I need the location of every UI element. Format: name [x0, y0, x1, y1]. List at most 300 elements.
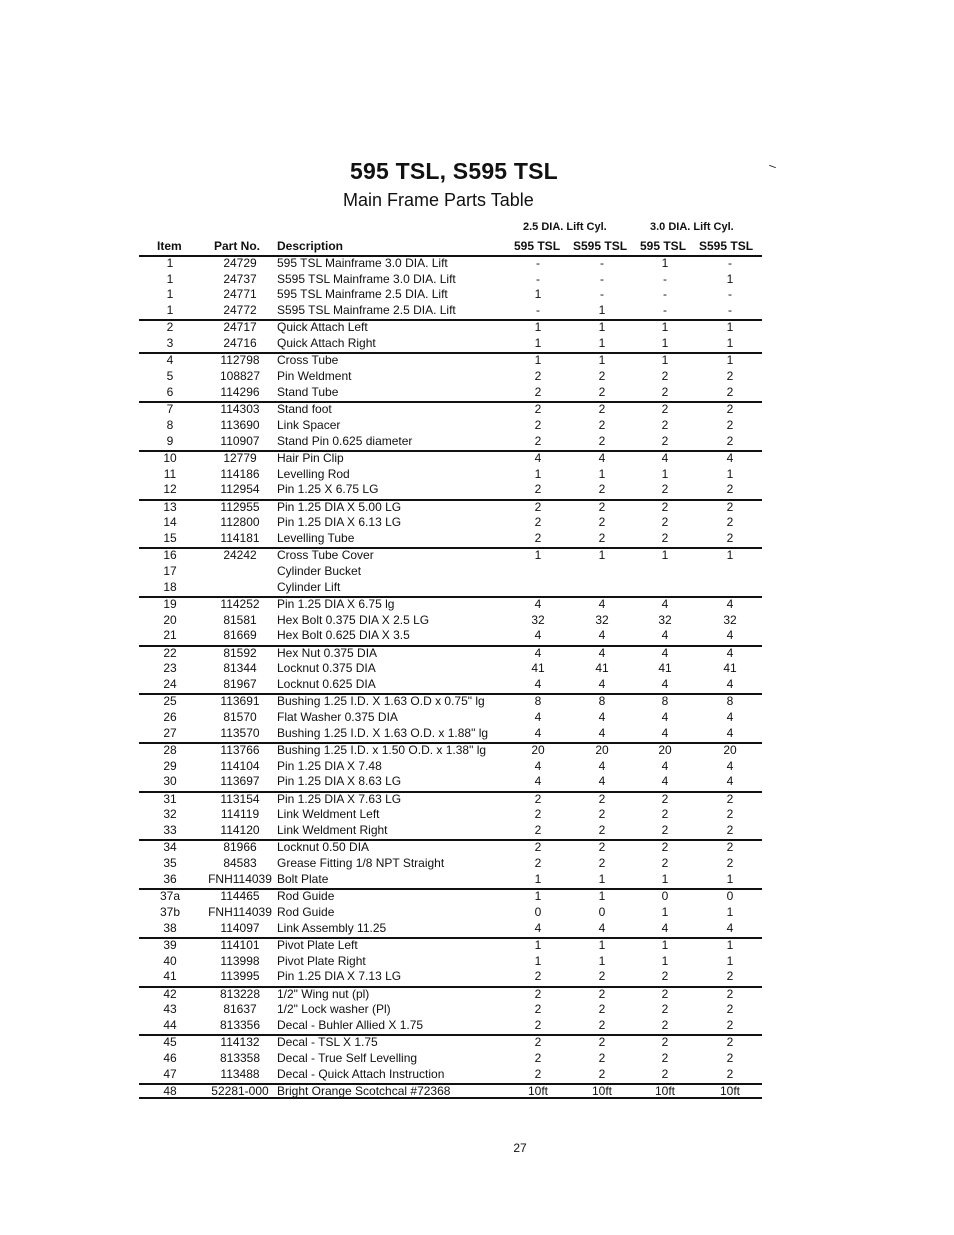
table-row — [0, 856, 954, 871]
part-no-cell: 114186 — [220, 466, 260, 481]
part-no-cell: 24771 — [223, 287, 257, 302]
qty-595-30-cell: 4 — [661, 774, 669, 789]
description-cell: Hex Bolt 0.375 DIA X 2.5 LG — [277, 612, 430, 627]
table-row — [0, 564, 954, 579]
qty-s595-30-cell: 2 — [726, 499, 734, 514]
item-cell: 39 — [163, 937, 177, 952]
table-row — [0, 353, 954, 368]
qty-595-25-cell: 41 — [531, 661, 545, 676]
description-cell: Decal - Buhler Allied X 1.75 — [277, 1017, 424, 1032]
qty-595-25-cell: 2 — [534, 1002, 542, 1017]
qty-s595-25-cell: 1 — [598, 336, 606, 351]
table-row — [0, 677, 954, 692]
qty-s595-30-cell: 2 — [726, 1050, 734, 1065]
part-no-cell: 112955 — [220, 499, 260, 514]
description-cell: Bushing 1.25 I.D. x 1.50 O.D. x 1.38" lg — [277, 743, 487, 757]
qty-595-25-cell: 2 — [534, 1050, 542, 1065]
qty-s595-30-cell: 2 — [726, 791, 734, 806]
qty-595-25-cell: 4 — [534, 677, 542, 691]
qty-595-25-cell: 1 — [534, 871, 542, 886]
qty-595-25-cell: 2 — [534, 384, 542, 399]
qty-595-30-cell: - — [663, 271, 667, 286]
table-row — [0, 710, 954, 725]
qty-595-30-cell: 2 — [661, 840, 669, 855]
qty-595-25-cell: 4 — [534, 758, 542, 773]
qty-595-25-cell: 2 — [534, 482, 542, 497]
qty-595-30-cell: - — [663, 303, 667, 318]
table-row — [0, 969, 954, 984]
qty-s595-25-cell: 1 — [598, 353, 606, 368]
column-header-595-tsl-25: 595 TSL — [514, 239, 561, 253]
qty-595-30-cell: 2 — [661, 482, 669, 497]
description-cell: Rod Guide — [277, 889, 335, 904]
qty-595-25-cell: 1 — [534, 937, 542, 952]
part-no-cell: 114181 — [220, 530, 260, 545]
description-cell: Cross Tube Cover — [277, 548, 374, 563]
part-no-cell: 114097 — [220, 920, 260, 935]
qty-595-30-cell: 2 — [661, 402, 669, 417]
qty-s595-30-cell: - — [728, 287, 732, 302]
part-no-cell: 81637 — [223, 1002, 257, 1017]
item-cell: 43 — [163, 1002, 177, 1017]
description-cell: Hair Pin Clip — [277, 450, 344, 465]
qty-s595-30-cell: 2 — [726, 856, 734, 871]
qty-s595-25-cell: 1 — [598, 953, 606, 968]
qty-s595-30-cell: 2 — [726, 1035, 734, 1050]
part-no-cell: 114296 — [220, 384, 260, 399]
part-no-cell: 24717 — [223, 320, 257, 335]
qty-595-30-cell: 4 — [661, 758, 669, 773]
part-no-cell: 24729 — [223, 256, 257, 270]
qty-595-30-cell: 1 — [661, 548, 669, 563]
qty-595-30-cell: 4 — [661, 677, 669, 691]
part-no-cell: 813228 — [219, 986, 261, 1001]
qty-595-30-cell: 1 — [661, 871, 669, 886]
part-no-cell: 112798 — [220, 353, 260, 368]
qty-595-25-cell: 1 — [534, 320, 542, 335]
description-cell: Quick Attach Right — [277, 336, 376, 351]
description-cell: S595 TSL Mainframe 2.5 DIA. Lift — [277, 303, 456, 318]
description-cell: Cross Tube — [277, 353, 339, 368]
description-cell: Locknut 0.375 DIA — [277, 661, 376, 676]
qty-595-25-cell: 2 — [534, 515, 542, 530]
qty-595-30-cell: 2 — [661, 969, 669, 984]
table-row — [0, 303, 954, 318]
qty-s595-25-cell: 4 — [598, 758, 606, 773]
description-cell: Locknut 0.50 DIA — [277, 840, 370, 855]
qty-595-25-cell: 2 — [534, 530, 542, 545]
table-row — [0, 1002, 954, 1017]
table-row — [0, 418, 954, 433]
item-cell: 18 — [163, 579, 177, 594]
description-cell: 1/2" Wing nut (pl) — [277, 986, 370, 1001]
table-row — [0, 1018, 954, 1033]
qty-s595-30-cell: 8 — [726, 694, 734, 709]
item-cell: 1 — [166, 256, 174, 270]
qty-s595-30-cell: 4 — [726, 596, 734, 611]
item-cell: 31 — [163, 791, 177, 806]
qty-s595-25-cell: 2 — [598, 823, 606, 838]
column-header-595-tsl-30: 595 TSL — [640, 239, 687, 253]
qty-595-30-cell: 4 — [661, 628, 669, 643]
qty-s595-30-cell: 4 — [726, 645, 734, 660]
qty-s595-30-cell: 2 — [726, 986, 734, 1001]
part-no-cell: 813358 — [219, 1050, 261, 1065]
item-cell: 32 — [163, 807, 177, 822]
description-cell: Pin 1.25 DIA X 7.63 LG — [277, 791, 402, 806]
column-header-s595-tsl-30: S595 TSL — [699, 239, 754, 253]
table-row — [0, 256, 954, 271]
qty-595-30-cell: 4 — [661, 710, 669, 724]
qty-595-25-cell: 4 — [534, 725, 542, 740]
qty-s595-30-cell: 1 — [726, 548, 734, 563]
qty-s595-25-cell: 4 — [598, 710, 606, 724]
part-no-cell: 113488 — [220, 1066, 260, 1081]
qty-595-30-cell: 4 — [661, 450, 669, 465]
qty-595-30-cell: 2 — [661, 417, 669, 432]
qty-595-30-cell: 2 — [661, 823, 669, 838]
qty-s595-25-cell: 4 — [598, 677, 606, 691]
column-header-s595-tsl-25: S595 TSL — [573, 239, 628, 253]
table-row — [0, 628, 954, 643]
table-row — [0, 548, 954, 563]
item-cell: 28 — [163, 743, 177, 757]
group-header-lift-25: 2.5 DIA. Lift Cyl. — [523, 221, 607, 233]
item-cell: 48 — [163, 1083, 177, 1098]
qty-595-30-cell: 2 — [661, 986, 669, 1001]
qty-s595-30-cell: 20 — [723, 743, 737, 757]
qty-595-30-cell: 1 — [661, 353, 669, 368]
qty-s595-25-cell: 4 — [598, 774, 606, 789]
item-cell: 33 — [163, 823, 177, 838]
part-no-cell: 114120 — [220, 823, 260, 838]
description-cell: Link Weldment Right — [277, 823, 388, 838]
qty-595-25-cell: 1 — [534, 287, 542, 302]
qty-595-25-cell: 2 — [534, 433, 542, 448]
qty-595-30-cell: 4 — [661, 645, 669, 660]
part-no-cell: 113690 — [220, 417, 260, 432]
qty-595-30-cell: 2 — [661, 807, 669, 822]
item-cell: 44 — [163, 1017, 177, 1032]
part-no-cell: FNH114039 — [208, 904, 272, 919]
item-cell: 15 — [163, 530, 177, 545]
item-cell: 47 — [163, 1066, 177, 1081]
table-row — [0, 1067, 954, 1082]
table-row — [0, 743, 954, 758]
qty-s595-30-cell: 1 — [726, 871, 734, 886]
item-cell: 4 — [166, 353, 174, 368]
item-cell: 9 — [166, 433, 174, 448]
table-row — [0, 872, 954, 887]
table-row — [0, 921, 954, 936]
qty-s595-25-cell: 2 — [598, 791, 606, 806]
part-no-cell: 81581 — [223, 612, 257, 627]
qty-s595-25-cell: 1 — [598, 548, 606, 563]
qty-595-30-cell: 2 — [661, 1017, 669, 1032]
qty-595-30-cell: 2 — [661, 1050, 669, 1065]
part-no-cell: 114465 — [220, 889, 260, 904]
part-no-cell: 113697 — [220, 774, 260, 789]
qty-595-25-cell: - — [536, 271, 540, 286]
qty-s595-25-cell: - — [600, 271, 604, 286]
item-cell: 2 — [166, 320, 174, 335]
qty-s595-30-cell: 4 — [726, 450, 734, 465]
qty-s595-25-cell: 1 — [598, 871, 606, 886]
qty-595-30-cell: 2 — [661, 530, 669, 545]
qty-595-30-cell: 41 — [658, 661, 672, 676]
table-row — [0, 905, 954, 920]
qty-s595-30-cell: 1 — [726, 953, 734, 968]
qty-595-25-cell: 4 — [534, 774, 542, 789]
part-no-cell: 81592 — [223, 645, 257, 660]
qty-s595-30-cell: 2 — [726, 482, 734, 497]
table-row — [0, 954, 954, 969]
qty-s595-30-cell: 4 — [726, 758, 734, 773]
qty-s595-25-cell: 2 — [598, 840, 606, 855]
qty-595-30-cell: 0 — [661, 889, 669, 904]
qty-s595-25-cell: 2 — [598, 1050, 606, 1065]
column-header-item: Item — [157, 239, 182, 253]
table-row — [0, 1035, 954, 1050]
item-cell: 21 — [163, 628, 177, 643]
description-cell: Quick Attach Left — [277, 320, 368, 335]
qty-595-30-cell: 20 — [658, 743, 672, 757]
table-row — [0, 515, 954, 530]
table-row — [0, 759, 954, 774]
page-subtitle: Main Frame Parts Table — [343, 190, 534, 210]
description-cell: Bolt Plate — [277, 871, 329, 886]
description-cell: Pin 1.25 DIA X 6.13 LG — [277, 515, 402, 530]
description-cell: 595 TSL Mainframe 3.0 DIA. Lift — [277, 256, 448, 270]
qty-s595-30-cell: 0 — [726, 889, 734, 904]
qty-s595-30-cell: 1 — [726, 320, 734, 335]
qty-s595-25-cell: 2 — [598, 1035, 606, 1050]
part-no-cell: 12779 — [223, 450, 257, 465]
qty-595-30-cell: 2 — [661, 791, 669, 806]
part-no-cell: 24242 — [223, 548, 257, 563]
qty-s595-30-cell: - — [728, 303, 732, 318]
description-cell: S595 TSL Mainframe 3.0 DIA. Lift — [277, 271, 456, 286]
qty-595-30-cell: 4 — [661, 725, 669, 740]
table-row — [0, 385, 954, 400]
item-cell: 20 — [163, 612, 177, 627]
part-no-cell: 110907 — [220, 433, 260, 448]
item-cell: 6 — [166, 384, 174, 399]
part-no-cell: 52281-000 — [211, 1083, 269, 1098]
row-divider — [139, 1097, 762, 1099]
item-cell: 27 — [163, 725, 177, 740]
qty-595-30-cell: 1 — [661, 904, 669, 919]
qty-595-25-cell: 2 — [534, 1035, 542, 1050]
part-no-cell: FNH114039 — [208, 871, 272, 886]
qty-s595-25-cell: 2 — [598, 1066, 606, 1081]
qty-s595-25-cell: - — [600, 287, 604, 302]
qty-s595-30-cell: 1 — [726, 271, 734, 286]
qty-595-30-cell: 2 — [661, 384, 669, 399]
qty-595-25-cell: 2 — [534, 417, 542, 432]
item-cell: 17 — [163, 563, 177, 578]
qty-595-25-cell: 4 — [534, 596, 542, 611]
part-no-cell: 114132 — [220, 1035, 260, 1050]
qty-595-25-cell: 4 — [534, 450, 542, 465]
description-cell: Hex Nut 0.375 DIA — [277, 645, 378, 660]
qty-595-25-cell: - — [536, 303, 540, 318]
part-no-cell: 114252 — [220, 596, 260, 611]
part-no-cell: 114119 — [220, 807, 260, 822]
part-no-cell: 113995 — [220, 969, 260, 984]
table-row — [0, 889, 954, 904]
qty-595-30-cell: 1 — [661, 256, 669, 270]
qty-595-30-cell: 2 — [661, 1002, 669, 1017]
description-cell: Cylinder Lift — [277, 579, 341, 594]
description-cell: Rod Guide — [277, 904, 335, 919]
description-cell: Pin 1.25 X 6.75 LG — [277, 482, 379, 497]
part-no-cell: 24772 — [223, 303, 257, 318]
qty-595-25-cell: 2 — [534, 856, 542, 871]
group-header-lift-30: 3.0 DIA. Lift Cyl. — [650, 221, 734, 233]
qty-595-25-cell: 2 — [534, 823, 542, 838]
qty-s595-30-cell: 1 — [726, 904, 734, 919]
qty-595-30-cell: 4 — [661, 920, 669, 935]
qty-595-30-cell: 1 — [661, 937, 669, 952]
qty-595-30-cell: 2 — [661, 856, 669, 871]
description-cell: 595 TSL Mainframe 2.5 DIA. Lift — [277, 287, 448, 302]
qty-s595-25-cell: 0 — [598, 904, 606, 919]
qty-s595-30-cell: 2 — [726, 807, 734, 822]
qty-s595-25-cell: 4 — [598, 725, 606, 740]
description-cell: Stand Tube — [277, 384, 339, 399]
part-no-cell: 113570 — [220, 725, 260, 740]
qty-595-30-cell: 32 — [658, 612, 672, 627]
qty-595-25-cell: 2 — [534, 969, 542, 984]
qty-s595-25-cell: 2 — [598, 515, 606, 530]
item-cell: 22 — [163, 645, 177, 660]
item-cell: 45 — [163, 1035, 177, 1050]
table-row — [0, 792, 954, 807]
part-no-cell: 113154 — [220, 791, 260, 806]
item-cell: 37b — [159, 904, 181, 919]
description-cell: Grease Fitting 1/8 NPT Straight — [277, 856, 445, 871]
qty-s595-25-cell: 2 — [598, 499, 606, 514]
qty-595-30-cell: 1 — [661, 336, 669, 351]
description-cell: Bushing 1.25 I.D. X 1.63 O.D x 0.75" lg — [277, 694, 485, 709]
item-cell: 34 — [163, 840, 177, 855]
qty-s595-25-cell: 2 — [598, 433, 606, 448]
column-header-part-no: Part No. — [214, 239, 261, 253]
qty-595-30-cell: 2 — [661, 1035, 669, 1050]
item-cell: 5 — [166, 369, 174, 384]
qty-595-30-cell: 4 — [661, 596, 669, 611]
qty-s595-25-cell: 2 — [598, 807, 606, 822]
qty-s595-25-cell: 2 — [598, 856, 606, 871]
qty-s595-25-cell: 4 — [598, 645, 606, 660]
table-row — [0, 451, 954, 466]
item-cell: 13 — [163, 499, 177, 514]
qty-s595-25-cell: 4 — [598, 628, 606, 643]
part-no-cell: 113998 — [220, 953, 260, 968]
qty-595-30-cell: 2 — [661, 433, 669, 448]
page-number: 27 — [513, 1141, 527, 1155]
description-cell: Pin 1.25 DIA X 8.63 LG — [277, 774, 402, 789]
qty-595-25-cell: 1 — [534, 466, 542, 481]
part-no-cell: 24737 — [223, 271, 257, 286]
page-title: 595 TSL, S595 TSL — [350, 158, 558, 184]
qty-s595-30-cell: 2 — [726, 1066, 734, 1081]
description-cell: Bushing 1.25 I.D. X 1.63 O.D. x 1.88" lg — [277, 725, 489, 740]
qty-s595-30-cell: 2 — [726, 369, 734, 384]
table-row — [0, 434, 954, 449]
description-cell: Locknut 0.625 DIA — [277, 677, 376, 691]
part-no-cell: 813356 — [219, 1017, 261, 1032]
item-cell: 1 — [166, 287, 174, 302]
table-row — [0, 531, 954, 546]
item-cell: 3 — [166, 336, 174, 351]
table-row — [0, 646, 954, 661]
item-cell: 8 — [166, 417, 174, 432]
item-cell: 1 — [166, 271, 174, 286]
part-no-cell: 81570 — [223, 710, 257, 724]
qty-595-30-cell: 2 — [661, 499, 669, 514]
qty-595-25-cell: 2 — [534, 499, 542, 514]
description-cell: Pivot Plate Left — [277, 937, 358, 952]
qty-s595-30-cell: 32 — [723, 612, 737, 627]
qty-s595-25-cell: 2 — [598, 384, 606, 399]
qty-595-25-cell: 1 — [534, 548, 542, 563]
qty-595-25-cell: 1 — [534, 889, 542, 904]
qty-595-25-cell: 4 — [534, 710, 542, 724]
qty-595-25-cell: 32 — [531, 612, 545, 627]
table-row — [0, 336, 954, 351]
item-cell: 14 — [163, 515, 177, 530]
column-header-description: Description — [277, 239, 344, 253]
table-row — [0, 287, 954, 302]
item-cell: 40 — [163, 953, 177, 968]
description-cell: 1/2" Lock washer (Pl) — [277, 1002, 391, 1017]
part-no-cell: 114104 — [220, 758, 260, 773]
item-cell: 38 — [163, 920, 177, 935]
item-cell: 12 — [163, 482, 177, 497]
table-row — [0, 938, 954, 953]
description-cell: Bright Orange Scotchcal #72368 — [277, 1083, 451, 1098]
qty-s595-25-cell: 1 — [598, 937, 606, 952]
item-cell: 30 — [163, 774, 177, 789]
qty-595-25-cell: 4 — [534, 920, 542, 935]
part-no-cell: 81966 — [223, 840, 257, 855]
description-cell: Pin 1.25 DIA X 6.75 lg — [277, 596, 395, 611]
item-cell: 41 — [163, 969, 177, 984]
description-cell: Decal - True Self Levelling — [277, 1050, 418, 1065]
qty-595-25-cell: 1 — [534, 336, 542, 351]
qty-595-25-cell: 2 — [534, 369, 542, 384]
qty-s595-25-cell: 4 — [598, 450, 606, 465]
qty-595-25-cell: 2 — [534, 402, 542, 417]
qty-s595-25-cell: 2 — [598, 969, 606, 984]
description-cell: Link Weldment Left — [277, 807, 380, 822]
qty-595-25-cell: 2 — [534, 840, 542, 855]
qty-s595-25-cell: - — [600, 256, 604, 270]
qty-s595-25-cell: 2 — [598, 402, 606, 417]
qty-595-25-cell: 1 — [534, 953, 542, 968]
qty-595-25-cell: 2 — [534, 791, 542, 806]
qty-595-25-cell: 1 — [534, 353, 542, 368]
qty-s595-25-cell: 2 — [598, 530, 606, 545]
qty-s595-25-cell: 1 — [598, 303, 606, 318]
table-row — [0, 661, 954, 676]
qty-595-30-cell: 1 — [661, 320, 669, 335]
description-cell: Stand foot — [277, 402, 332, 417]
description-cell: Cylinder Bucket — [277, 563, 362, 578]
part-no-cell: 84583 — [223, 856, 257, 871]
